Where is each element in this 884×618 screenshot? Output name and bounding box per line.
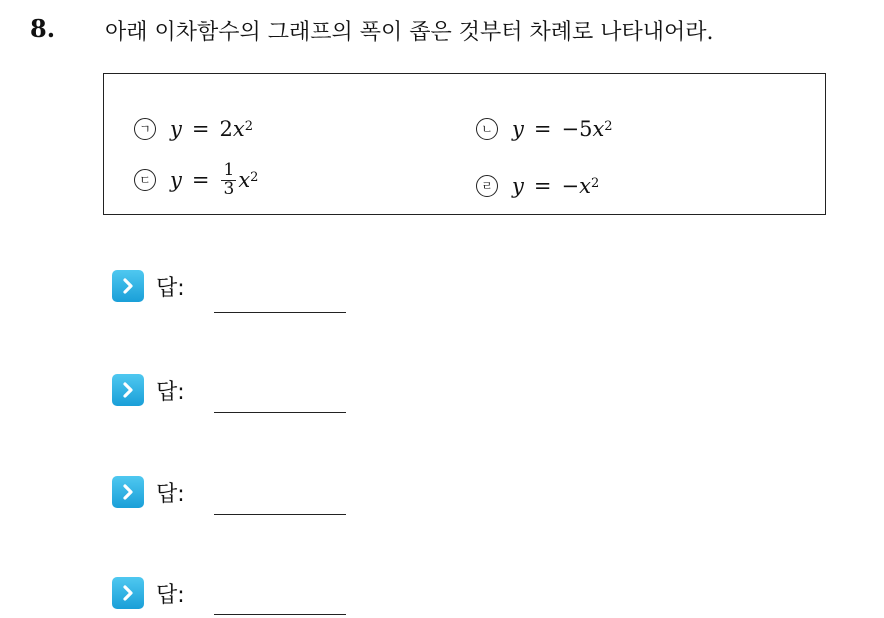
answer-row-1 (112, 270, 185, 302)
option-marker-d: ㄹ (476, 175, 498, 197)
answer-blank-4[interactable] (214, 614, 346, 615)
option-c-frac-num: 1 (223, 160, 235, 180)
option-b-x: x (592, 117, 605, 141)
answer-row-2 (112, 374, 185, 406)
option-b (476, 117, 613, 141)
option-c-frac-den: 3 (223, 178, 235, 199)
option-a (134, 117, 253, 141)
answer-label: 답: (156, 275, 185, 301)
question-text: 아래 이차함수의 그래프의 폭이 좁은 것부터 차례로 나타내어라. (105, 20, 714, 45)
options-box (103, 73, 826, 215)
option-b-coef: −5 (561, 117, 593, 141)
chevron-right-icon (112, 270, 144, 302)
option-d (476, 174, 599, 198)
option-a-equation (170, 117, 253, 141)
option-marker-a: ㄱ (134, 118, 156, 140)
answer-blank-3[interactable] (214, 514, 346, 515)
answer-label: 답: (156, 379, 185, 405)
answer-blank-2[interactable] (214, 412, 346, 413)
option-d-equation (512, 174, 599, 198)
option-b-lhs: y (512, 117, 524, 141)
option-a-coef: 2 (219, 117, 233, 141)
option-c (134, 162, 258, 199)
option-d-exp: 2 (590, 175, 600, 191)
option-marker-c: ㄷ (134, 169, 156, 191)
option-c-x: x (238, 168, 251, 193)
option-a-lhs: y (170, 117, 182, 141)
option-a-x: x (232, 117, 245, 141)
option-b-exp: 2 (604, 118, 613, 134)
option-marker-b: ㄴ (476, 118, 498, 140)
chevron-right-icon (112, 374, 144, 406)
option-d-x: x (579, 174, 591, 198)
answer-blank-1[interactable] (214, 312, 346, 313)
answer-label: 답: (156, 481, 185, 507)
option-c-equals: = (191, 168, 210, 193)
chevron-right-icon (112, 476, 144, 508)
question-number: 8. (30, 14, 56, 43)
option-c-exp: 2 (250, 169, 259, 185)
option-d-lhs: y (512, 174, 524, 198)
option-d-equals: = (533, 174, 552, 198)
answer-row-3 (112, 476, 185, 508)
chevron-right-icon (112, 577, 144, 609)
option-c-fraction (221, 162, 236, 199)
answer-row-4 (112, 577, 185, 609)
option-a-equals: = (191, 117, 210, 141)
option-a-exp: 2 (244, 118, 253, 134)
option-c-lhs: y (170, 168, 182, 193)
option-b-equation (512, 117, 613, 141)
option-d-coef: − (561, 174, 580, 198)
option-c-equation (170, 162, 258, 199)
option-b-equals: = (533, 117, 552, 141)
answer-label: 답: (156, 582, 185, 608)
